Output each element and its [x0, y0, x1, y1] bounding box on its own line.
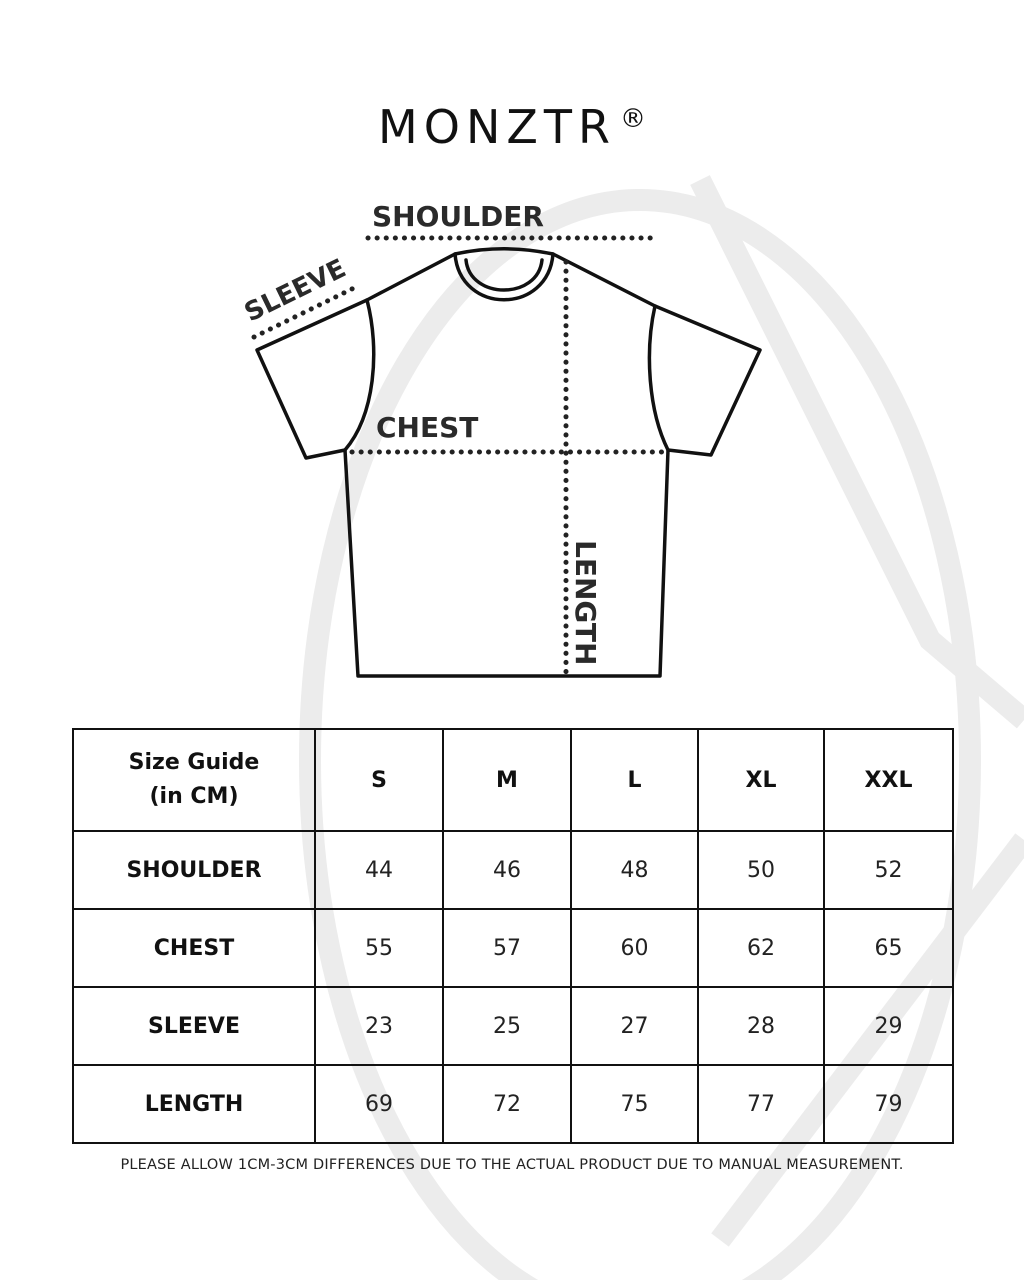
table-cell: 62 [698, 909, 824, 987]
length-label: LENGTH [569, 540, 602, 666]
shoulder-label: SHOULDER [372, 200, 544, 233]
table-cell: 57 [443, 909, 571, 987]
measurement-disclaimer: PLEASE ALLOW 1CM-3CM DIFFERENCES DUE TO THE ACTUAL PRODUCT DUE TO MANUAL MEASUREMENT. [120, 1157, 904, 1173]
table-cell: 52 [824, 831, 953, 909]
tshirt-right-armhole [649, 306, 668, 450]
table-cell: 75 [571, 1065, 698, 1143]
row-label-shoulder: SHOULDER [73, 831, 315, 909]
brand-name: MONZTR [378, 100, 616, 154]
row-label-sleeve: SLEEVE [73, 987, 315, 1065]
table-row [73, 987, 953, 1065]
row-label-length: LENGTH [73, 1065, 315, 1143]
size-header-l: L [571, 729, 698, 831]
size-guide-title: Size Guide [128, 750, 260, 775]
registered-mark: ® [619, 103, 646, 134]
sleeve-label: SLEEVE [239, 253, 351, 329]
size-header-s: S [315, 729, 443, 831]
size-guide-heading [73, 729, 315, 831]
table-cell: 29 [824, 987, 953, 1065]
table-cell: 60 [571, 909, 698, 987]
table-cell: 65 [824, 909, 953, 987]
size-header-m: M [443, 729, 571, 831]
table-cell: 79 [824, 1065, 953, 1143]
size-guide-unit: (in CM) [149, 784, 239, 809]
tshirt-left-armhole [345, 300, 374, 450]
size-guide-table [72, 728, 954, 1144]
table-cell: 44 [315, 831, 443, 909]
table-cell: 23 [315, 987, 443, 1065]
size-header-xl: XL [698, 729, 824, 831]
table-header-row [73, 729, 953, 831]
row-label-chest: CHEST [73, 909, 315, 987]
table-cell: 25 [443, 987, 571, 1065]
table-row [73, 831, 953, 909]
table-cell: 46 [443, 831, 571, 909]
table-cell: 77 [698, 1065, 824, 1143]
tshirt-collar-inner [466, 260, 542, 290]
table-cell: 50 [698, 831, 824, 909]
table-cell: 55 [315, 909, 443, 987]
chest-label: CHEST [376, 411, 479, 444]
table-row [73, 909, 953, 987]
table-cell: 48 [571, 831, 698, 909]
tshirt-body-outline [257, 254, 760, 676]
table-row [73, 1065, 953, 1143]
table-cell: 28 [698, 987, 824, 1065]
table-cell: 69 [315, 1065, 443, 1143]
size-header-xxl: XXL [824, 729, 953, 831]
table-cell: 72 [443, 1065, 571, 1143]
table-cell: 27 [571, 987, 698, 1065]
